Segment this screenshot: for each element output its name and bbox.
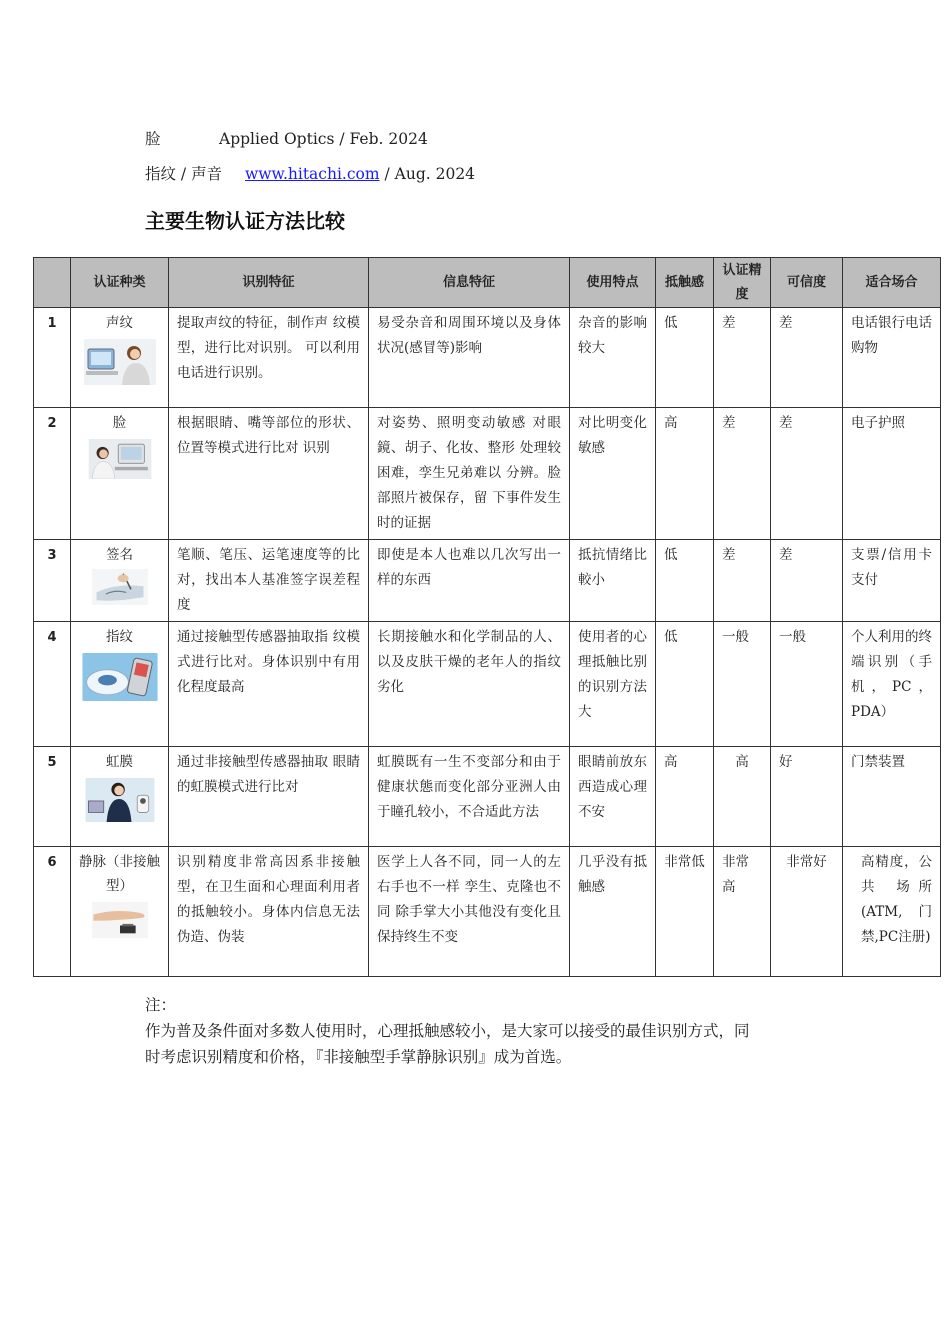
header-reliability: 可信度 bbox=[771, 258, 843, 308]
scene-cell: 电话银行电话购物 bbox=[843, 308, 941, 408]
biometrics-comparison-table bbox=[33, 257, 941, 977]
usage-cell: 杂音的影响较大 bbox=[570, 308, 656, 408]
kind-cell bbox=[71, 308, 169, 408]
reference-date: / Aug. 2024 bbox=[379, 165, 476, 183]
info-cell: 即使是本人也难以几次写出一样的东西 bbox=[369, 540, 570, 622]
usage-cell: 对比明变化敏感 bbox=[570, 408, 656, 540]
notes-line: 作为普及条件面对多数人使用时，心理抵触感较小，是大家可以接受的最佳识别方式，同 bbox=[145, 1022, 750, 1040]
reference-source: Applied Optics / Feb. 2024 bbox=[219, 130, 428, 148]
feature-cell: 笔顺、笔压、运笔速度等的比对，找出本人基准签字误差程度 bbox=[169, 540, 369, 622]
accuracy-cell: 一般 bbox=[714, 622, 771, 747]
kind-cell bbox=[71, 622, 169, 747]
resistance-cell: 高 bbox=[656, 408, 714, 540]
accuracy-cell: 差 bbox=[714, 308, 771, 408]
accuracy-cell: 非常高 bbox=[714, 847, 771, 977]
reliability-cell: 非常好 bbox=[771, 847, 843, 977]
usage-cell: 使用者的心理抵触比别 的识别方法大 bbox=[570, 622, 656, 747]
scene-cell: 电子护照 bbox=[843, 408, 941, 540]
header-resistance: 抵触感 bbox=[656, 258, 714, 308]
kind-name: 指纹 bbox=[106, 629, 133, 645]
feature-cell: 通过非接触型传感器抽取 眼睛的虹膜模式进行比对 bbox=[169, 747, 369, 847]
kind-name: 静脉（非接触型） bbox=[79, 854, 160, 894]
feature-cell: 提取声纹的特征，制作声 纹模型，进行比对识别。 可以利用电话进行识别。 bbox=[169, 308, 369, 408]
reference-line-face bbox=[145, 127, 428, 149]
notes-heading: 注： bbox=[145, 996, 177, 1014]
header-accuracy: 认证精度 bbox=[714, 258, 771, 308]
kind-name: 签名 bbox=[106, 547, 133, 563]
notes bbox=[145, 992, 815, 1070]
header-info: 信息特征 bbox=[369, 258, 570, 308]
feature-cell: 识别精度非常高因系非接触型，在卫生面和心理面利用者的抵触较小。身体内信息无法伪造、伪装 bbox=[169, 847, 369, 977]
row-number: 5 bbox=[34, 747, 71, 847]
resistance-cell: 低 bbox=[656, 308, 714, 408]
row-number: 1 bbox=[34, 308, 71, 408]
table-row bbox=[34, 540, 941, 622]
voice-recognition-photo bbox=[84, 339, 156, 385]
table-row bbox=[34, 408, 941, 540]
reference-label: 脸 bbox=[145, 130, 161, 148]
header-feature: 识别特征 bbox=[169, 258, 369, 308]
row-number: 4 bbox=[34, 622, 71, 747]
page-title: 主要生物认证方法比较 bbox=[145, 209, 345, 233]
hitachi-link[interactable]: www.hitachi.com bbox=[245, 165, 380, 183]
kind-name: 虹膜 bbox=[106, 754, 133, 770]
scene-cell: 支票/信用卡支付 bbox=[843, 540, 941, 622]
info-cell: 虹膜既有一生不变部分和由于健康状態而变化部分亚洲人由于瞳孔较小，不合适此方法 bbox=[369, 747, 570, 847]
resistance-cell: 高 bbox=[656, 747, 714, 847]
row-number: 2 bbox=[34, 408, 71, 540]
row-number: 6 bbox=[34, 847, 71, 977]
resistance-cell: 非常低 bbox=[656, 847, 714, 977]
reference-label: 指纹 / 声音 bbox=[145, 165, 223, 183]
info-cell: 长期接触水和化学制品的人、以及皮肤干燥的老年人的指纹劣化 bbox=[369, 622, 570, 747]
reliability-cell: 好 bbox=[771, 747, 843, 847]
header-kind: 认证种类 bbox=[71, 258, 169, 308]
accuracy-cell: 差 bbox=[714, 540, 771, 622]
scene-cell: 高精度，公共 场所(ATM,门 禁,PC注册) bbox=[843, 847, 941, 977]
notes-line: 时考虑识别精度和价格，『非接触型手掌静脉识别』成为首选。 bbox=[145, 1048, 572, 1066]
header-num bbox=[34, 258, 71, 308]
table-row bbox=[34, 622, 941, 747]
signature-tablet-photo bbox=[85, 569, 155, 605]
reliability-cell: 差 bbox=[771, 308, 843, 408]
feature-cell: 通过接触型传感器抽取指 纹模式进行比对。身体识别中有用化程度最高 bbox=[169, 622, 369, 747]
feature-cell: 根据眼睛、嘴等部位的形状、位置等模式进行比对 识别 bbox=[169, 408, 369, 540]
kind-cell bbox=[71, 747, 169, 847]
kind-name: 声纹 bbox=[106, 315, 133, 331]
scene-cell: 门禁装置 bbox=[843, 747, 941, 847]
table-row bbox=[34, 308, 941, 408]
reliability-cell: 差 bbox=[771, 540, 843, 622]
fingerprint-sensor-photo bbox=[82, 653, 158, 701]
kind-cell bbox=[71, 847, 169, 977]
kind-cell bbox=[71, 540, 169, 622]
face-recognition-photo bbox=[86, 439, 154, 479]
row-number: 3 bbox=[34, 540, 71, 622]
resistance-cell: 低 bbox=[656, 622, 714, 747]
accuracy-cell: 差 bbox=[714, 408, 771, 540]
info-cell: 易受杂音和周围环境以及身体状况(感冒等)影响 bbox=[369, 308, 570, 408]
scene-cell: 个人利用的终端识别（手机，PC，PDA） bbox=[843, 622, 941, 747]
reliability-cell: 差 bbox=[771, 408, 843, 540]
usage-cell: 眼睛前放东西造成心理 不安 bbox=[570, 747, 656, 847]
info-cell: 对姿势、照明变动敏感 对眼鏡、胡子、化妆、整形 处理较困难，孪生兄弟难以 分辨。脸部照片被保存，留 下事件发生时的证据 bbox=[369, 408, 570, 540]
header-scene: 适合场合 bbox=[843, 258, 941, 308]
table-row bbox=[34, 747, 941, 847]
header-usage: 使用特点 bbox=[570, 258, 656, 308]
table-row bbox=[34, 847, 941, 977]
kind-name: 脸 bbox=[112, 415, 127, 431]
table-header-row bbox=[34, 258, 941, 308]
kind-cell bbox=[71, 408, 169, 540]
reference-line-fingerprint-voice bbox=[145, 162, 475, 184]
palm-vein-scanner-photo bbox=[82, 902, 158, 938]
iris-scanner-photo bbox=[80, 778, 160, 822]
resistance-cell: 低 bbox=[656, 540, 714, 622]
usage-cell: 几乎没有抵触感 bbox=[570, 847, 656, 977]
info-cell: 医学上人各不同，同一人的左右手也不一样 孪生、克隆也不同 除手掌大小其他没有变化且保持终生不变 bbox=[369, 847, 570, 977]
usage-cell: 抵抗情绪比較小 bbox=[570, 540, 656, 622]
reliability-cell: 一般 bbox=[771, 622, 843, 747]
accuracy-cell: 高 bbox=[714, 747, 771, 847]
